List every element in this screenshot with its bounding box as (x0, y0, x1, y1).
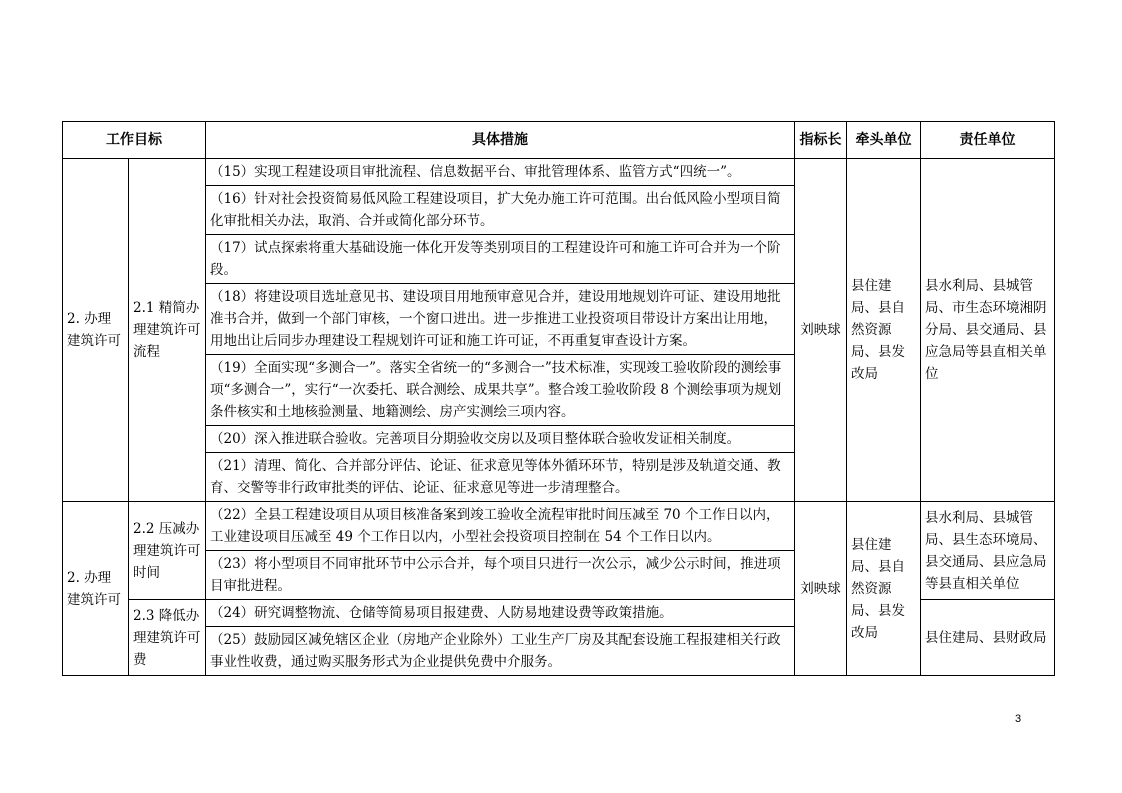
measure-cell: （17）试点探索将重大基础设施一体化开发等类别项目的工程建设许可和施工许可合并为一个阶段。 (206, 235, 795, 284)
measure-cell: （25）鼓励园区减免辖区企业（房地产企业除外）工业生产厂房及其配套设施工程报建相关行政事业性收费，通过购买服务形式为企业提供免费中介服务。 (206, 627, 795, 676)
measure-cell: （20）深入推进联合验收。完善项目分期验收交房以及项目整体联合验收发证相关制度。 (206, 426, 795, 453)
lead-unit-cell: 县住建局、县自然资源局、县发改局 (847, 502, 921, 676)
header-responsible-unit: 责任单位 (921, 122, 1055, 159)
header-goal: 工作目标 (63, 122, 206, 159)
table-row (63, 159, 1055, 186)
measure-cell: （22）全县工程建设项目从项目核准备案到竣工验收全流程审批时间压减至 70 个工作日以内，工业建设项目压减至 49 个工作日以内，小型社会投资项目控制在 54 个工作日以内。 (206, 502, 795, 551)
header-measures: 具体措施 (206, 122, 795, 159)
measure-cell: （18）将建设项目选址意见书、建设项目用地预审意见合并，建设用地规划许可证、建设用地批准书合并，做到一个部门审核，一个窗口进出。进一步推进工业投资项目带设计方案出让用地，用地出让后同步办理建设工程规划许可证和施工许可证，不再重复审查设计方案。 (206, 284, 795, 355)
sub-goal-cell: 2.1 精简办理建筑许可流程 (129, 159, 206, 502)
measure-cell: （23）将小型项目不同审批环节中公示合并，每个项目只进行一次公示，减少公示时间，推进项目审批进程。 (206, 551, 795, 600)
responsible-unit-cell: 县住建局、县财政局 (921, 600, 1055, 676)
header-indicator-leader: 指标长 (795, 122, 847, 159)
responsible-unit-cell: 县水利局、县城管局、市生态环境湘阴分局、县交通局、县应急局等县直相关单位 (921, 159, 1055, 502)
goal-cell: 2. 办理建筑许可 (63, 159, 129, 502)
indicator-leader-cell: 刘映球 (795, 502, 847, 676)
lead-unit-cell: 县住建局、县自然资源局、县发改局 (847, 159, 921, 502)
sub-goal-cell: 2.3 降低办理建筑许可费 (129, 600, 206, 676)
page-number: 3 (1015, 713, 1022, 725)
measure-cell: （19）全面实现“多测合一”。落实全省统一的“多测合一”技术标准，实现竣工验收阶段的测绘事项“多测合一”，实行“一次委托、联合测绘、成果共享”。整合竣工验收阶段 8 个测绘事项为规划条件核实和土地核验测量、地籍测绘、房产实测绘三项内容。 (206, 355, 795, 426)
measure-cell: （21）清理、简化、合并部分评估、论证、征求意见等体外循环环节，特别是涉及轨道交通、教育、交警等非行政审批类的评估、论证、征求意见等进一步清理整合。 (206, 453, 795, 502)
indicator-leader-cell: 刘映球 (795, 159, 847, 502)
table-header-row (63, 122, 1055, 159)
responsible-unit-cell: 县水利局、县城管局、县生态环境局、县交通局、县应急局等县直相关单位 (921, 502, 1055, 600)
measure-cell: （24）研究调整物流、仓储等简易项目报建费、人防易地建设费等政策措施。 (206, 600, 795, 627)
work-plan-table (62, 121, 1055, 676)
table-row (63, 502, 1055, 551)
measure-cell: （16）针对社会投资简易低风险工程建设项目，扩大免办施工许可范围。出台低风险小型项目简化审批相关办法，取消、合并或简化部分环节。 (206, 186, 795, 235)
header-lead-unit: 牵头单位 (847, 122, 921, 159)
sub-goal-cell: 2.2 压减办理建筑许可时间 (129, 502, 206, 600)
measure-cell: （15）实现工程建设项目审批流程、信息数据平台、审批管理体系、监管方式“四统一”。 (206, 159, 795, 186)
goal-cell: 2. 办理建筑许可 (63, 502, 129, 676)
